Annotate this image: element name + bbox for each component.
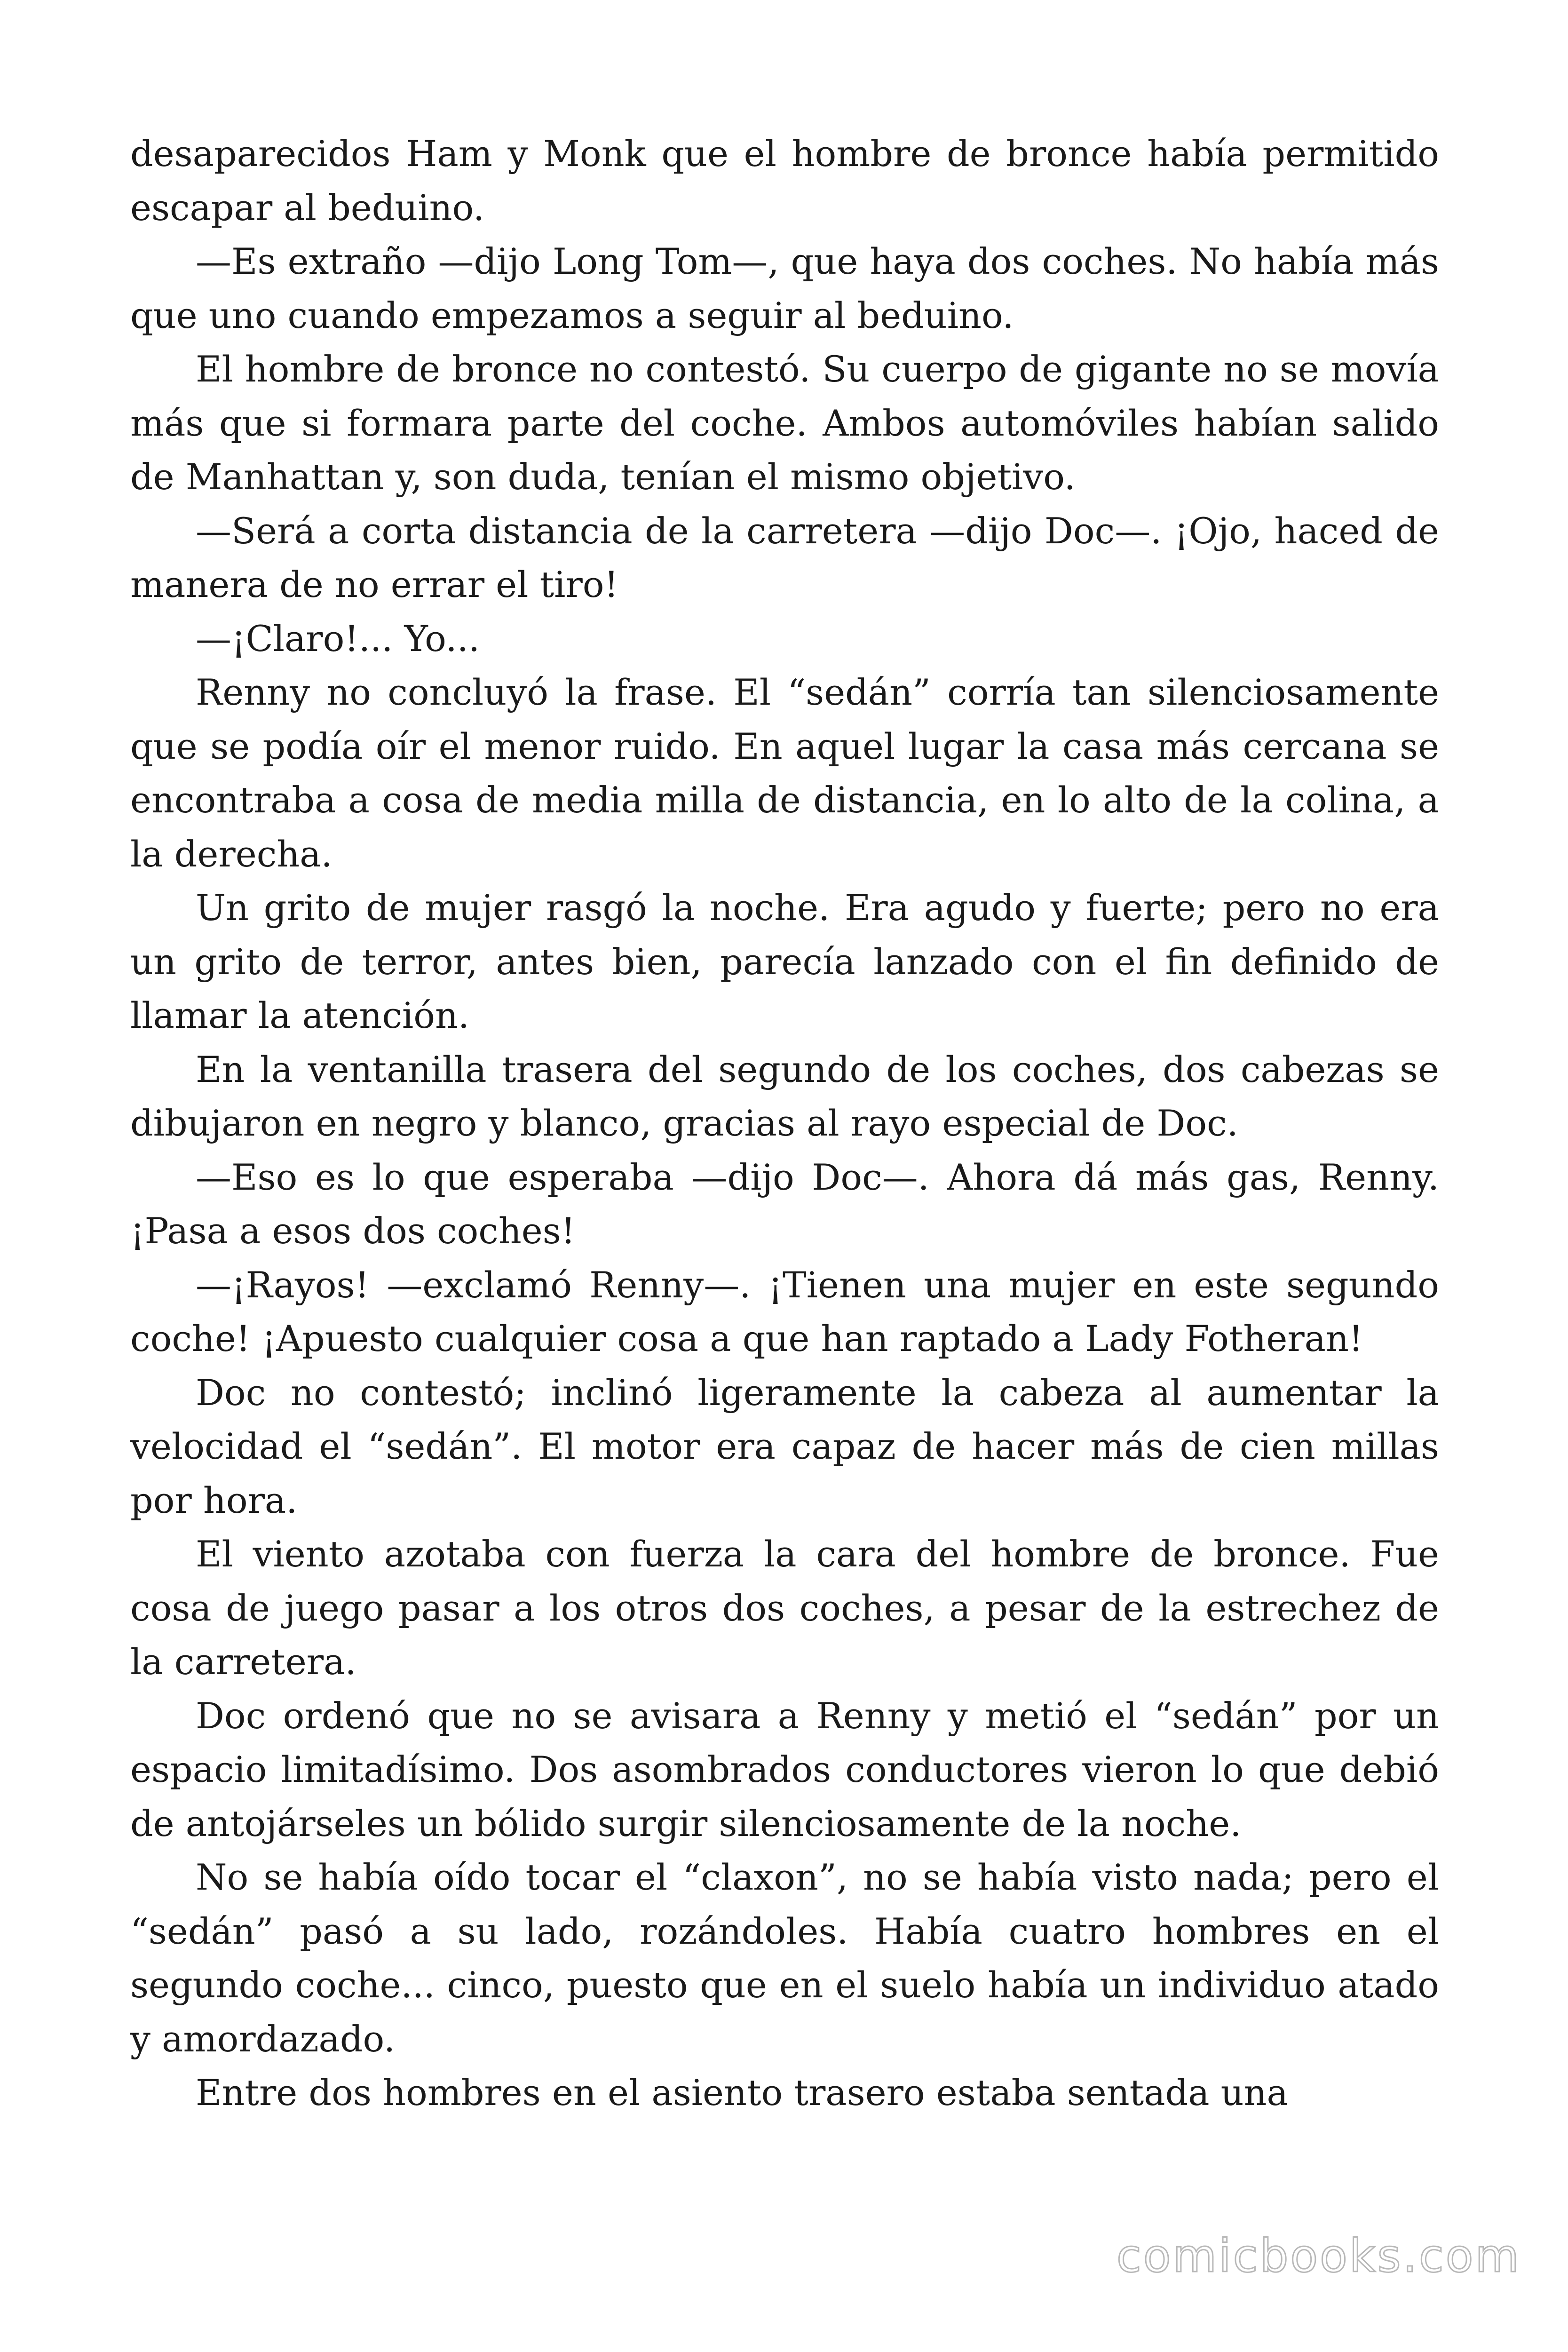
paragraph-3: El hombre de bronce no contestó. Su cuerpo de gigante no se movía más que si formara parte del coche. Ambos automóviles habían salido de Manhattan y, son duda, tenían el mismo objetivo. xyxy=(130,348,1439,498)
paragraph-4: —Será a corta distancia de la carretera —dijo Doc—. ¡Ojo, haced de manera de no errar el tiro! xyxy=(130,509,1439,605)
paragraph-13: Doc ordenó que no se avisara a Renny y metió el “sedán” por un espacio limitadísimo. Dos asombrados conductores vieron lo que debió de antojárseles un bólido surgir silenciosamente de la noche. xyxy=(130,1694,1439,1844)
paragraph-10: —¡Rayos! —exclamó Renny—. ¡Tienen una mujer en este segundo coche! ¡Apuesto cualquier cosa a que han raptado a Lady Fotheran! xyxy=(130,1263,1439,1359)
paragraph-6: Renny no concluyó la frase. El “sedán” corría tan silenciosamente que se podía oír el menor ruido. En aquel lugar la casa más cercana se encontraba a cosa de media milla de distancia, en lo alto de la colina, a la derecha. xyxy=(130,671,1439,875)
paragraph-2: —Es extraño —dijo Long Tom—, que haya dos coches. No había más que uno cuando empezamos a seguir al beduino. xyxy=(130,240,1439,336)
paragraph-12: El viento azotaba con fuerza la cara del hombre de bronce. Fue cosa de juego pasar a los otros dos coches, a pesar de la estrechez de la carretera. xyxy=(130,1533,1439,1683)
paragraph-11: Doc no contestó; inclinó ligeramente la cabeza al aumentar la velocidad el “sedán”. El motor era capaz de hacer más de cien millas por hora. xyxy=(130,1371,1439,1521)
paragraph-5: —¡Claro!... Yo... xyxy=(196,617,480,660)
paragraph-9: —Eso es lo que esperaba —dijo Doc—. Ahora dá más gas, Renny. ¡Pasa a esos dos coches! xyxy=(130,1156,1439,1252)
paragraph-1: desaparecidos Ham y Monk que el hombre de bronce había permitido escapar al beduino. xyxy=(130,133,1439,229)
paragraph-7: Un grito de mujer rasgó la noche. Era agudo y fuerte; pero no era un grito de terror, antes bien, parecía lanzado con el fin definido de llamar la atención. xyxy=(130,887,1439,1036)
paragraph-8: En la ventanilla trasera del segundo de los coches, dos cabezas se dibujaron en negro y blanco, gracias al rayo especial de Doc. xyxy=(130,1048,1439,1144)
watermark: comicbooks.com xyxy=(1116,2230,1521,2282)
paragraph-15: Entre dos hombres en el asiento trasero estaba sentada una xyxy=(196,2072,1288,2114)
paragraph-14: No se había oído tocar el “claxon”, no se había visto nada; pero el “sedán” pasó a su lado, rozándoles. Había cuatro hombres en el segundo coche... cinco, puesto que en el suelo había un individuo atado y amordazado. xyxy=(130,1856,1439,2060)
body-text xyxy=(130,127,1439,2120)
